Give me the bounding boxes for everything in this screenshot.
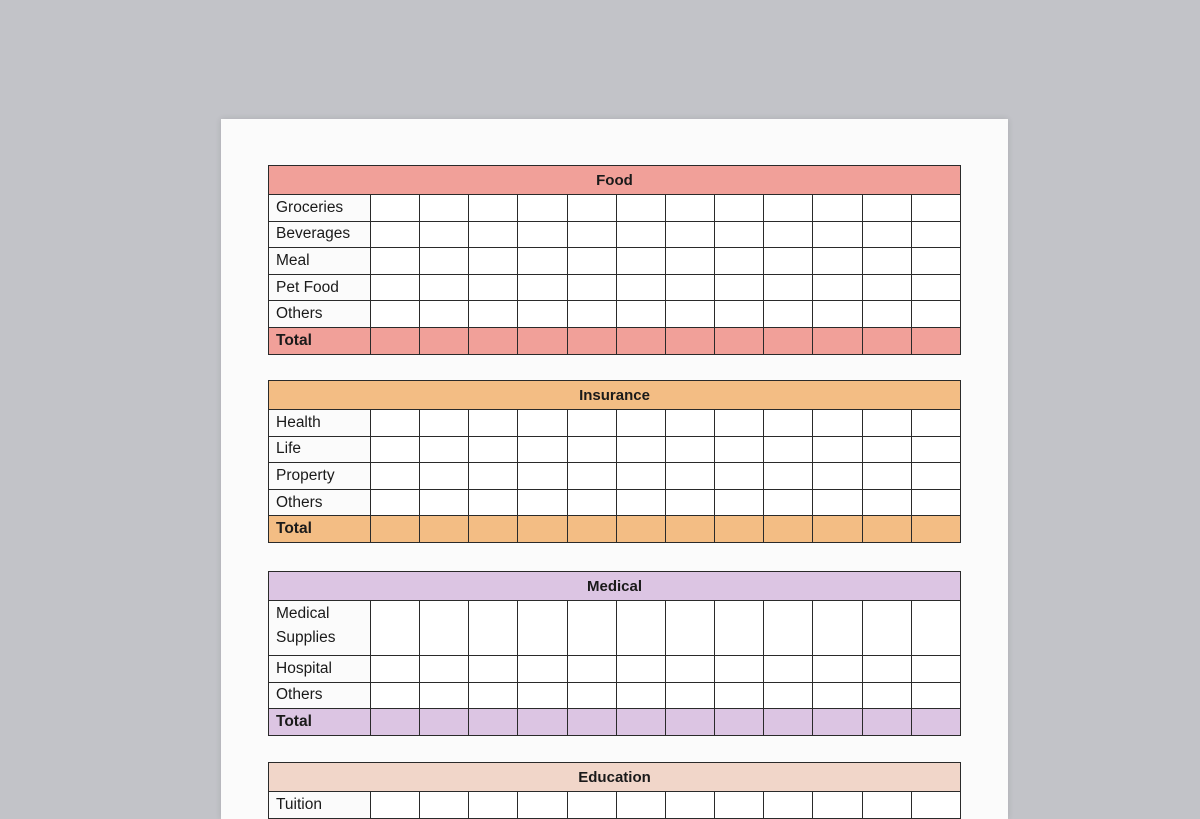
total-cell[interactable] xyxy=(862,327,911,354)
total-cell[interactable] xyxy=(813,709,862,736)
entry-cell[interactable] xyxy=(371,601,420,656)
entry-cell[interactable] xyxy=(813,248,862,275)
entry-cell[interactable] xyxy=(862,601,911,656)
entry-cell[interactable] xyxy=(371,463,420,490)
entry-cell[interactable] xyxy=(518,195,567,222)
insurance-section xyxy=(268,380,960,543)
entry-cell[interactable] xyxy=(518,792,567,819)
entry-cell[interactable] xyxy=(567,601,616,656)
entry-cell[interactable] xyxy=(469,410,518,437)
total-cell[interactable] xyxy=(371,327,420,354)
entry-cell[interactable] xyxy=(420,792,469,819)
entry-cell[interactable] xyxy=(371,489,420,516)
total-cell[interactable] xyxy=(911,709,960,736)
entry-cell[interactable] xyxy=(862,436,911,463)
total-cell[interactable] xyxy=(616,516,665,543)
table-row xyxy=(269,195,961,222)
entry-cell[interactable] xyxy=(420,463,469,490)
entry-cell[interactable] xyxy=(715,463,764,490)
entry-cell[interactable] xyxy=(518,410,567,437)
total-cell[interactable] xyxy=(518,327,567,354)
total-cell[interactable] xyxy=(371,709,420,736)
entry-cell[interactable] xyxy=(371,436,420,463)
total-cell[interactable] xyxy=(518,516,567,543)
entry-cell[interactable] xyxy=(420,489,469,516)
total-row xyxy=(269,327,961,354)
entry-cell[interactable] xyxy=(715,410,764,437)
total-cell[interactable] xyxy=(665,327,714,354)
entry-cell[interactable] xyxy=(911,682,960,709)
entry-cell[interactable] xyxy=(715,601,764,656)
table-row xyxy=(269,682,961,709)
entry-cell[interactable] xyxy=(420,656,469,683)
total-cell[interactable] xyxy=(715,709,764,736)
entry-cell[interactable] xyxy=(518,682,567,709)
entry-cell[interactable] xyxy=(715,489,764,516)
entry-cell[interactable] xyxy=(469,436,518,463)
total-cell[interactable] xyxy=(715,516,764,543)
entry-cell[interactable] xyxy=(665,274,714,301)
entry-cell[interactable] xyxy=(469,463,518,490)
entry-cell[interactable] xyxy=(715,221,764,248)
entry-cell[interactable] xyxy=(567,301,616,328)
entry-cell[interactable] xyxy=(469,792,518,819)
entry-cell[interactable] xyxy=(469,601,518,656)
total-cell[interactable] xyxy=(469,709,518,736)
entry-cell[interactable] xyxy=(764,489,813,516)
entry-cell[interactable] xyxy=(862,463,911,490)
entry-cell[interactable] xyxy=(862,682,911,709)
total-cell[interactable] xyxy=(715,327,764,354)
entry-cell[interactable] xyxy=(862,489,911,516)
table-row xyxy=(269,463,961,490)
entry-cell[interactable] xyxy=(420,221,469,248)
entry-cell[interactable] xyxy=(616,436,665,463)
entry-cell[interactable] xyxy=(715,656,764,683)
entry-cell[interactable] xyxy=(518,221,567,248)
total-cell[interactable] xyxy=(518,709,567,736)
table-row xyxy=(269,656,961,683)
entry-cell[interactable] xyxy=(420,410,469,437)
entry-cell[interactable] xyxy=(567,410,616,437)
row-label: Others xyxy=(269,489,371,516)
entry-cell[interactable] xyxy=(420,682,469,709)
education-section xyxy=(268,762,960,819)
entry-cell[interactable] xyxy=(715,792,764,819)
total-row xyxy=(269,516,961,543)
entry-cell[interactable] xyxy=(665,489,714,516)
entry-cell[interactable] xyxy=(518,274,567,301)
entry-cell[interactable] xyxy=(665,792,714,819)
total-label: Total xyxy=(269,327,371,354)
entry-cell[interactable] xyxy=(371,410,420,437)
entry-cell[interactable] xyxy=(813,301,862,328)
entry-cell[interactable] xyxy=(469,301,518,328)
entry-cell[interactable] xyxy=(518,656,567,683)
entry-cell[interactable] xyxy=(764,436,813,463)
entry-cell[interactable] xyxy=(567,195,616,222)
total-cell[interactable] xyxy=(469,516,518,543)
entry-cell[interactable] xyxy=(911,248,960,275)
medical-section xyxy=(268,571,960,736)
entry-cell[interactable] xyxy=(567,436,616,463)
entry-cell[interactable] xyxy=(764,248,813,275)
table-row xyxy=(269,248,961,275)
entry-cell[interactable] xyxy=(862,410,911,437)
entry-cell[interactable] xyxy=(764,656,813,683)
entry-cell[interactable] xyxy=(715,436,764,463)
row-label: Beverages xyxy=(269,221,371,248)
entry-cell[interactable] xyxy=(616,656,665,683)
table-row xyxy=(269,301,961,328)
entry-cell[interactable] xyxy=(715,682,764,709)
row-label: Groceries xyxy=(269,195,371,222)
total-label: Total xyxy=(269,516,371,543)
entry-cell[interactable] xyxy=(616,221,665,248)
entry-cell[interactable] xyxy=(813,682,862,709)
entry-cell[interactable] xyxy=(813,410,862,437)
entry-cell[interactable] xyxy=(469,195,518,222)
medical-table xyxy=(268,571,961,736)
entry-cell[interactable] xyxy=(567,489,616,516)
entry-cell[interactable] xyxy=(862,195,911,222)
table-row xyxy=(269,489,961,516)
entry-cell[interactable] xyxy=(371,274,420,301)
table-row xyxy=(269,274,961,301)
entry-cell[interactable] xyxy=(371,195,420,222)
entry-cell[interactable] xyxy=(420,248,469,275)
entry-cell[interactable] xyxy=(764,792,813,819)
food-table xyxy=(268,165,961,355)
entry-cell[interactable] xyxy=(567,463,616,490)
entry-cell[interactable] xyxy=(371,792,420,819)
entry-cell[interactable] xyxy=(518,463,567,490)
entry-cell[interactable] xyxy=(616,410,665,437)
total-cell[interactable] xyxy=(371,516,420,543)
insurance-table xyxy=(268,380,961,543)
entry-cell[interactable] xyxy=(764,463,813,490)
entry-cell[interactable] xyxy=(665,248,714,275)
entry-cell[interactable] xyxy=(420,274,469,301)
budget-sheet-page xyxy=(221,119,1008,819)
row-label: Others xyxy=(269,301,371,328)
total-cell[interactable] xyxy=(567,327,616,354)
entry-cell[interactable] xyxy=(813,195,862,222)
entry-cell[interactable] xyxy=(813,489,862,516)
table-row xyxy=(269,792,961,819)
entry-cell[interactable] xyxy=(862,221,911,248)
total-cell[interactable] xyxy=(862,709,911,736)
entry-cell[interactable] xyxy=(469,248,518,275)
entry-cell[interactable] xyxy=(371,656,420,683)
entry-cell[interactable] xyxy=(567,248,616,275)
entry-cell[interactable] xyxy=(911,656,960,683)
entry-cell[interactable] xyxy=(715,195,764,222)
row-label: Hospital xyxy=(269,656,371,683)
entry-cell[interactable] xyxy=(518,248,567,275)
entry-cell[interactable] xyxy=(911,195,960,222)
entry-cell[interactable] xyxy=(420,301,469,328)
entry-cell[interactable] xyxy=(371,248,420,275)
row-label: Others xyxy=(269,682,371,709)
entry-cell[interactable] xyxy=(764,410,813,437)
total-cell[interactable] xyxy=(911,327,960,354)
entry-cell[interactable] xyxy=(862,301,911,328)
entry-cell[interactable] xyxy=(911,221,960,248)
total-cell[interactable] xyxy=(420,327,469,354)
total-cell[interactable] xyxy=(567,516,616,543)
education-section-title: Education xyxy=(269,763,961,792)
entry-cell[interactable] xyxy=(616,682,665,709)
row-label: Pet Food xyxy=(269,274,371,301)
total-cell[interactable] xyxy=(862,516,911,543)
entry-cell[interactable] xyxy=(371,682,420,709)
entry-cell[interactable] xyxy=(469,221,518,248)
total-row xyxy=(269,709,961,736)
total-cell[interactable] xyxy=(813,516,862,543)
entry-cell[interactable] xyxy=(665,656,714,683)
row-label: Life xyxy=(269,436,371,463)
entry-cell[interactable] xyxy=(764,195,813,222)
entry-cell[interactable] xyxy=(420,601,469,656)
total-cell[interactable] xyxy=(665,709,714,736)
total-cell[interactable] xyxy=(469,327,518,354)
entry-cell[interactable] xyxy=(813,601,862,656)
entry-cell[interactable] xyxy=(469,274,518,301)
entry-cell[interactable] xyxy=(862,274,911,301)
medical-section-title: Medical xyxy=(269,572,961,601)
entry-cell[interactable] xyxy=(813,792,862,819)
entry-cell[interactable] xyxy=(911,436,960,463)
entry-cell[interactable] xyxy=(616,463,665,490)
entry-cell[interactable] xyxy=(911,410,960,437)
entry-cell[interactable] xyxy=(665,436,714,463)
total-cell[interactable] xyxy=(665,516,714,543)
entry-cell[interactable] xyxy=(665,410,714,437)
entry-cell[interactable] xyxy=(665,195,714,222)
entry-cell[interactable] xyxy=(616,248,665,275)
entry-cell[interactable] xyxy=(764,301,813,328)
entry-cell[interactable] xyxy=(665,301,714,328)
entry-cell[interactable] xyxy=(813,274,862,301)
entry-cell[interactable] xyxy=(813,463,862,490)
entry-cell[interactable] xyxy=(665,221,714,248)
total-cell[interactable] xyxy=(567,709,616,736)
total-cell[interactable] xyxy=(764,516,813,543)
total-cell[interactable] xyxy=(420,516,469,543)
entry-cell[interactable] xyxy=(518,601,567,656)
entry-cell[interactable] xyxy=(764,601,813,656)
entry-cell[interactable] xyxy=(518,436,567,463)
entry-cell[interactable] xyxy=(911,489,960,516)
entry-cell[interactable] xyxy=(813,436,862,463)
total-cell[interactable] xyxy=(616,327,665,354)
entry-cell[interactable] xyxy=(469,682,518,709)
insurance-section-title: Insurance xyxy=(269,381,961,410)
entry-cell[interactable] xyxy=(616,601,665,656)
entry-cell[interactable] xyxy=(567,274,616,301)
entry-cell[interactable] xyxy=(665,463,714,490)
total-cell[interactable] xyxy=(616,709,665,736)
entry-cell[interactable] xyxy=(764,221,813,248)
entry-cell[interactable] xyxy=(420,195,469,222)
entry-cell[interactable] xyxy=(616,489,665,516)
total-label: Total xyxy=(269,709,371,736)
education-table xyxy=(268,762,961,819)
entry-cell[interactable] xyxy=(567,656,616,683)
entry-cell[interactable] xyxy=(518,489,567,516)
table-row xyxy=(269,410,961,437)
entry-cell[interactable] xyxy=(371,221,420,248)
row-label: Health xyxy=(269,410,371,437)
entry-cell[interactable] xyxy=(567,221,616,248)
entry-cell[interactable] xyxy=(616,301,665,328)
entry-cell[interactable] xyxy=(911,792,960,819)
entry-cell[interactable] xyxy=(911,463,960,490)
total-cell[interactable] xyxy=(813,327,862,354)
total-cell[interactable] xyxy=(764,709,813,736)
table-row xyxy=(269,436,961,463)
entry-cell[interactable] xyxy=(616,274,665,301)
entry-cell[interactable] xyxy=(813,656,862,683)
entry-cell[interactable] xyxy=(715,274,764,301)
table-row xyxy=(269,221,961,248)
total-cell[interactable] xyxy=(911,516,960,543)
entry-cell[interactable] xyxy=(911,601,960,656)
entry-cell[interactable] xyxy=(518,301,567,328)
table-row xyxy=(269,601,961,656)
entry-cell[interactable] xyxy=(715,301,764,328)
row-label: Medical Supplies xyxy=(269,601,371,656)
entry-cell[interactable] xyxy=(567,792,616,819)
entry-cell[interactable] xyxy=(665,601,714,656)
row-label: Property xyxy=(269,463,371,490)
entry-cell[interactable] xyxy=(665,682,714,709)
entry-cell[interactable] xyxy=(813,221,862,248)
entry-cell[interactable] xyxy=(567,682,616,709)
row-label: Meal xyxy=(269,248,371,275)
entry-cell[interactable] xyxy=(469,489,518,516)
entry-cell[interactable] xyxy=(764,274,813,301)
total-cell[interactable] xyxy=(420,709,469,736)
total-cell[interactable] xyxy=(764,327,813,354)
entry-cell[interactable] xyxy=(371,301,420,328)
entry-cell[interactable] xyxy=(764,682,813,709)
entry-cell[interactable] xyxy=(862,792,911,819)
entry-cell[interactable] xyxy=(616,792,665,819)
entry-cell[interactable] xyxy=(715,248,764,275)
entry-cell[interactable] xyxy=(469,656,518,683)
entry-cell[interactable] xyxy=(616,195,665,222)
entry-cell[interactable] xyxy=(420,436,469,463)
entry-cell[interactable] xyxy=(911,274,960,301)
entry-cell[interactable] xyxy=(911,301,960,328)
food-section xyxy=(268,165,960,355)
entry-cell[interactable] xyxy=(862,656,911,683)
entry-cell[interactable] xyxy=(862,248,911,275)
row-label: Tuition xyxy=(269,792,371,819)
food-section-title: Food xyxy=(269,166,961,195)
